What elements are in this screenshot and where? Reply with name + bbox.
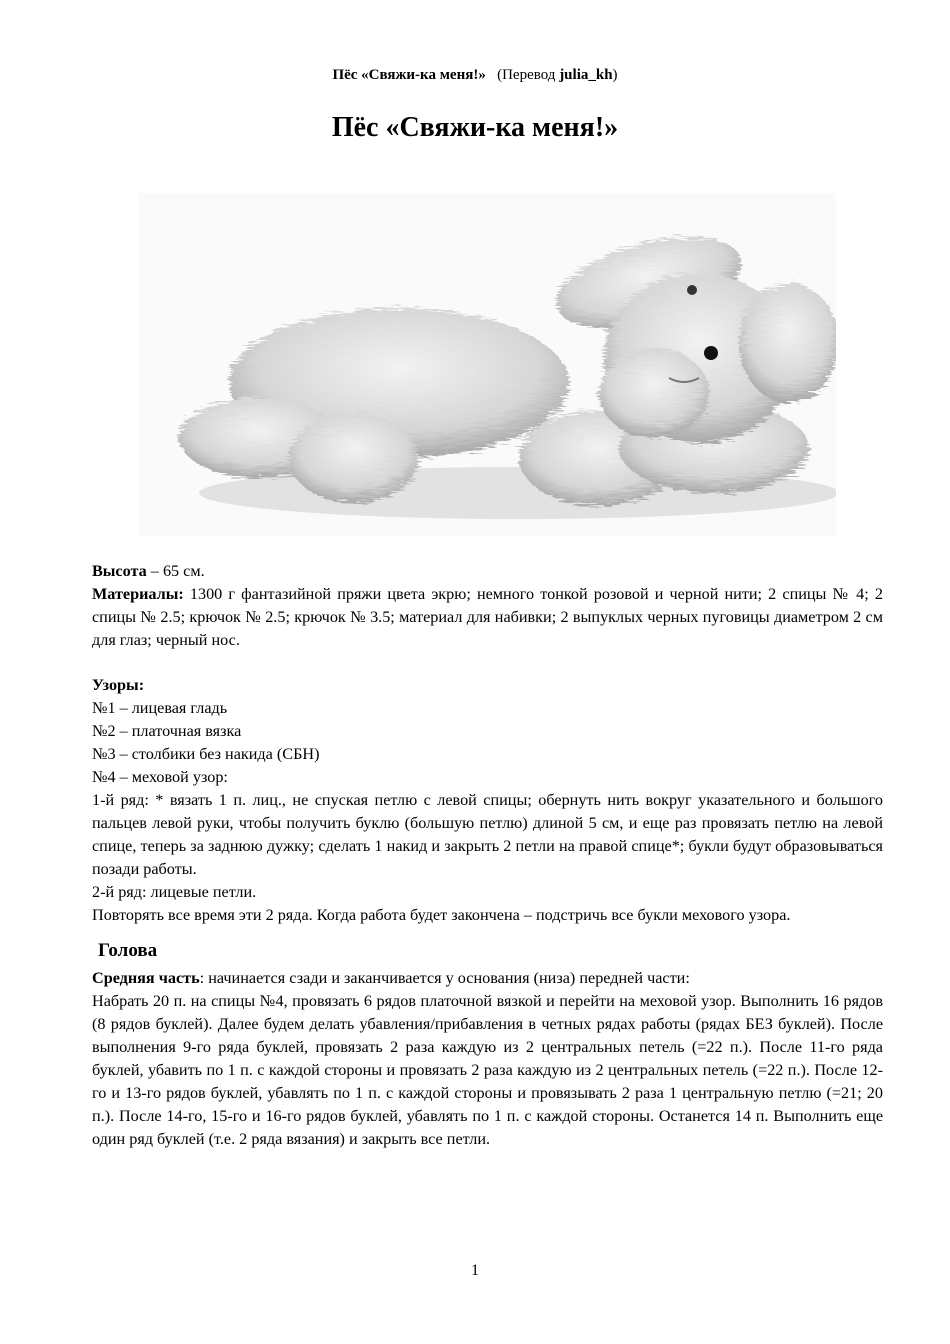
spacer (92, 652, 883, 674)
pattern-item: №3 – столбики без накида (СБН) (92, 745, 320, 763)
materials-value: 1300 г фантазийной пряжи цвета экрю; немного тонкой розовой и черной нити; 2 спицы № 4; 2 спицы № 2.5; крючок № 2.5; крючок № 3.5; материал для набивки; 2 выпуклых черных пуговицы диаметром 2 см для глаз; черный нос. (92, 585, 883, 649)
translation-prefix: (Перевод (497, 67, 560, 83)
document-body (92, 560, 883, 1151)
materials-paragraph (92, 583, 883, 652)
middle-part-intro (92, 967, 883, 990)
pattern-row-2: 2-й ряд: лицевые петли. (92, 883, 257, 901)
patterns-heading (92, 674, 883, 697)
head-instructions: Набрать 20 п. на спицы №4, провязать 6 рядов платочной вязкой и перейти на меховой узор. Выполнить 16 рядов (8 рядов буклей). Далее будем делать убавления/прибавления в четных рядах работы (рядах БЕЗ буклей). После выполнения 9-го ряда буклей, провязать 2 раза каждую из 2 центральных петель (=22 п.). После 11-го ряда буклей, убавить по 1 п. с каждой стороны и провязать 2 раза каждую из 2 центральных петель (=22 п.). После 12-го и 13-го рядов буклей, убавлять по 1 п. с каждой стороны и провязывать 2 раза 1 центральную петлю (=21; 20 п.). После 14-го, 15-го и 16-го рядов буклей, убавлять по 1 п. с каждой стороны. Останется 14 п. Выполнить еще один ряд буклей (т.е. 2 ряда вязания) и закрыть все петли. (92, 992, 883, 1148)
patterns-heading-text: Узоры: (92, 676, 145, 694)
pattern-repeat: Повторять все время эти 2 ряда. Когда работа будет закончена – подстричь все букли мехового узора. (92, 906, 791, 924)
pattern-row-1: 1-й ряд: * вязать 1 п. лиц., не спуская петлю с левой спицы; обернуть нить вокруг указательного и большого пальцев левой руки, чтобы получить буклю (большую петлю) длиной 5 см, и еще раз провязать петлю на левой спице, теперь за заднюю дужку; сделать 1 накид и закрыть 2 петли на правой спице*; букли будут образовываться позади работы. (92, 791, 883, 878)
dog-illustration (139, 193, 836, 536)
pattern-item: №4 – меховой узор: (92, 768, 228, 786)
translator-name: julia_kh (559, 67, 613, 83)
pattern-item: №2 – платочная вязка (92, 722, 242, 740)
knitted-dog-photo (139, 193, 836, 536)
middle-part-intro-text: : начинается сзади и заканчивается у основания (низа) передней части: (199, 969, 690, 987)
materials-label: Материалы: (92, 585, 184, 603)
translation-suffix: ) (612, 67, 618, 83)
middle-part-label: Средняя часть (92, 969, 200, 987)
page-number: 1 (471, 1262, 479, 1279)
page-title: Пёс «Свяжи-ка меня!» (331, 112, 619, 143)
height-value: – 65 см. (146, 562, 205, 580)
running-header-title: Пёс «Свяжи-ка меня!» (332, 67, 486, 83)
height-label: Высота (92, 562, 147, 580)
height-line (92, 560, 883, 583)
head-section-heading: Голова (98, 940, 158, 961)
running-header (0, 67, 950, 84)
pattern-item: №1 – лицевая гладь (92, 699, 228, 717)
